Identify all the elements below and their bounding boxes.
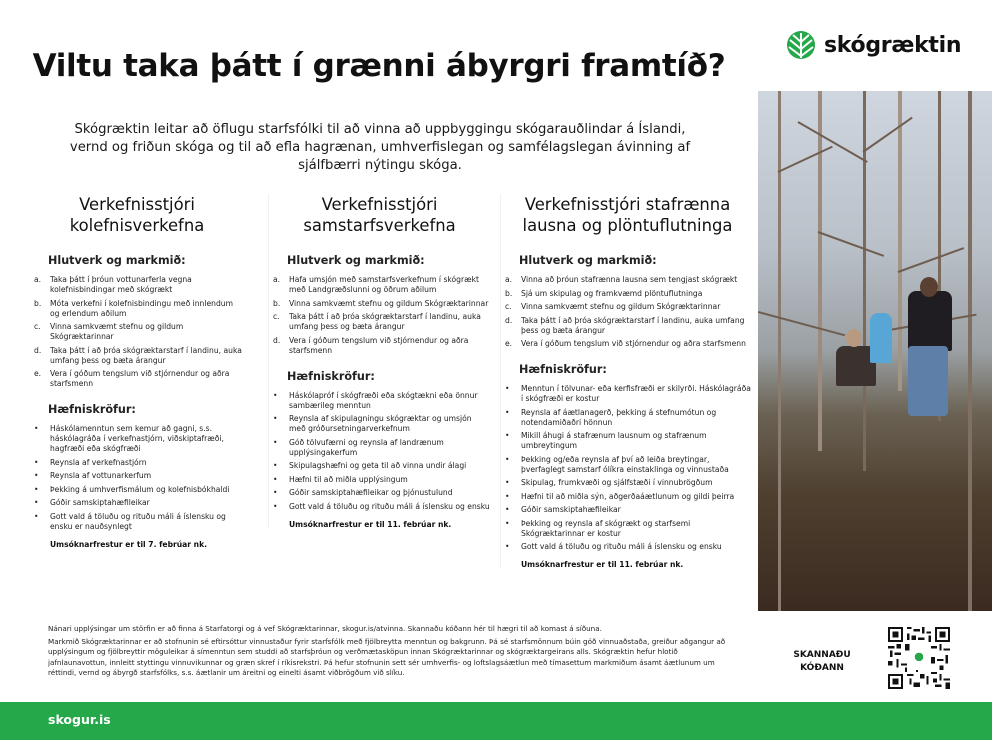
list-item [269, 312, 490, 332]
bullet-icon: • [273, 474, 278, 484]
list-text: Vera í góðum tengslum við stjórnendur og aðra starfsmenn [521, 339, 746, 348]
list-text: Hafa umsjón með samstarfsverkefnum í skógrækt með Landgræðslunni og öðrum aðilum [289, 275, 479, 294]
list-text: Reynsla af vottunarkerfum [50, 471, 152, 480]
bullet-icon: • [34, 498, 39, 507]
list-item [269, 502, 490, 512]
list-text: Taka þátt í að þróa skógræktarstarf í landinu, auka umfang þess og bæta árangur [50, 345, 242, 365]
roles-heading: Hlutverk og markmið: [287, 254, 425, 267]
list-text: Taka þátt í þróun vottunarferla vegna kolefnisbindingar með skógrækt [50, 275, 192, 294]
list-item [501, 302, 754, 312]
scan-label-line: KÓÐANN [800, 663, 844, 673]
list-item [30, 458, 244, 468]
bullet-icon: • [505, 505, 510, 514]
list-text: Menntun í tölvunar- eða kerfisfræði er skilyrði. Háskólagráða í skógfræði er kostur [521, 384, 751, 403]
list-item [30, 485, 244, 495]
forest-photo [758, 91, 992, 611]
list-item [30, 498, 244, 508]
qualifications-list [269, 391, 490, 512]
list-text: Hæfni til að miðla upplýsingum [289, 474, 408, 484]
job-title-line: Verkefnisstjóri [321, 195, 438, 214]
list-text: Hæfni til að miðla sýn, aðgerðaáætlunum og gildi þeirra [521, 491, 735, 501]
intro-paragraph: Skógræktin leitar að öflugu starfsfólki til að vinna að uppbyggingu skógarauðlindar á Íslandi, vernd og friðun skóga og til að efla hagrænan, umhverfislegan og samfélagslegan ávinning af sjálfbærri nýtingu skóga. [69, 122, 691, 173]
roles-heading: Hlutverk og markmið: [48, 254, 186, 267]
bullet-icon: • [505, 491, 510, 501]
list-item [30, 369, 244, 389]
roles-list [30, 275, 244, 389]
list-item [30, 471, 244, 481]
job-title [501, 194, 754, 236]
brand-name: skógræktin [824, 32, 962, 58]
qualifications-list [501, 384, 754, 552]
list-text: Vera í góðum tengslum við stjórnendur og aðra starfsmenn [289, 335, 469, 355]
list-marker: c. [273, 312, 280, 321]
bullet-icon: • [273, 390, 278, 400]
list-item [269, 414, 490, 434]
list-text: Góðir samskiptahæfileikar [521, 505, 621, 514]
list-marker: c. [34, 322, 41, 331]
bullet-icon: • [34, 457, 39, 467]
list-marker: d. [273, 335, 281, 345]
list-text: Góðir samskiptahæfileikar og þjónustulund [289, 488, 453, 497]
bullet-icon: • [505, 454, 510, 464]
list-item [30, 346, 244, 366]
bullet-icon: • [505, 478, 510, 487]
job-title-line: lausna og plöntuflutninga [522, 216, 733, 235]
application-deadline: Umsóknarfrestur er til 11. febrúar nk. [289, 519, 452, 529]
bullet-icon: • [505, 518, 510, 528]
roles-list [501, 275, 754, 349]
job-title [269, 194, 490, 236]
list-text: Vera í góðum tengslum við stjórnendur og aðra starfsmenn [50, 369, 230, 388]
list-text: Skipulagshæfni og geta til að vinna undir álagi [289, 461, 467, 470]
qualifications-list [30, 424, 244, 532]
bullet-icon: • [273, 488, 278, 497]
list-marker: e. [34, 369, 42, 378]
website-link[interactable]: skogur.is [48, 712, 111, 727]
list-text: Háskólapróf í skógfræði eða skógtækni eða önnur sambærileg menntun [289, 390, 478, 410]
job-column-digital [500, 194, 754, 569]
list-item [269, 438, 490, 458]
bullet-icon: • [34, 471, 39, 480]
list-item [269, 299, 490, 309]
bullet-icon: • [505, 542, 510, 551]
roles-list [269, 275, 490, 356]
list-marker: c. [505, 302, 512, 311]
list-text: Vinna samkvæmt stefnu og gildum Skógræktarinnar [289, 298, 489, 308]
list-text: Vinna samkvæmt stefnu og gildum Skógræktarinnar [521, 302, 721, 311]
job-column-partnership [268, 194, 490, 529]
list-text: Reynsla af skipulagningu skógræktar og umsjón með gróðursetningarverkefnum [289, 414, 472, 433]
list-text: Reynsla af áætlanagerð, þekking á stefnumótun og notendamiðaðri hönnun [521, 407, 717, 427]
bullet-icon: • [505, 407, 510, 417]
list-text: Vinna samkvæmt stefnu og gildum Skógræktarinnar [50, 322, 184, 341]
list-text: Vinna að þróun stafrænna lausna sem tengjast skógrækt [521, 275, 738, 284]
bullet-icon: • [34, 511, 39, 521]
list-text: Móta verkefni í kolefnisbindingu með innlendum og erlendum aðilum [50, 298, 233, 318]
list-item [501, 339, 754, 349]
job-title-line: Verkefnisstjóri [79, 195, 195, 214]
list-text: Góðir samskiptahæfileikar [50, 498, 150, 507]
list-text: Þekking og reynsla af skógrækt og starfsemi Skógræktarinnar er kostur [521, 518, 691, 538]
list-marker: d. [505, 315, 513, 325]
list-item [269, 391, 490, 411]
list-item [269, 461, 490, 471]
list-text: Háskólamenntun sem kemur að gagni, s.s. háskólagráða í verkefnastjórn, viðskiptafræði, hagfræði eða skógfræði [50, 424, 224, 453]
qualifications-heading: Hæfniskröfur: [48, 403, 136, 416]
headline: Viltu taka þátt í grænni ábyrgri framtíð? [32, 48, 726, 84]
bullet-icon: • [505, 384, 510, 393]
list-text: Þekking og/eða reynsla af því að leiða breytingar, þverfaglegt samstarf ólíkra einstaklinga og vinnustaða [521, 454, 729, 474]
list-marker: d. [34, 345, 42, 355]
list-item [501, 542, 754, 552]
list-item [501, 492, 754, 502]
list-marker: e. [505, 339, 513, 348]
list-item [501, 316, 754, 336]
list-item [501, 384, 754, 404]
list-marker: a. [34, 275, 42, 284]
list-text: Góð tölvufærni og reynsla af landrænum upplýsingakerfum [289, 437, 444, 457]
list-item [30, 512, 244, 532]
list-item [501, 519, 754, 539]
job-title-line: samstarfsverkefna [303, 216, 456, 235]
list-item [501, 408, 754, 428]
list-item [30, 424, 244, 454]
list-marker: b. [273, 298, 281, 308]
bullet-icon: • [505, 431, 510, 440]
qualifications-heading: Hæfniskröfur: [287, 369, 375, 383]
leaf-logo-icon [786, 30, 816, 60]
qualifications-heading: Hæfniskröfur: [519, 363, 607, 376]
list-text: Taka þátt í að þróa skógræktarstarf í landinu, auka umfang þess og bæta árangur [289, 312, 481, 331]
list-item [269, 275, 490, 295]
scan-label-line: SKANNAÐU [793, 650, 851, 660]
list-text: Gott vald á töluðu og rituðu máli á íslensku og ensku [521, 542, 722, 551]
list-item [501, 275, 754, 285]
job-title [30, 194, 244, 236]
bullet-icon: • [273, 414, 278, 423]
employer-statement: Markmið Skógræktarinnar er að stofnunin sé eftirsóttur vinnustaður fyrir starfsfólk með fjölbreytta menntun og bakgrunn. Þá sé starfsmönnum búin góð vinnuaðstaða, greiður aðgangur að upplýsingum og fjölbreyttir möguleikar á símenntun sem studdi að starfsþróun og verðmætasköpun innan Skógræktarinnar og skógræktargeirans alls. Skógræktin hefur hlotið jafnlaunavottun, innleitt styttingu vinnuvikunnar og græn skref í ríkisrekstri. Þá hefur stofnunin sett sér umhverfis- og loftslagsáætlun með tímasettum markmiðum ásamt áætlunum um réttindi, vernd og ábyrgð starfsfólks, s.s. áætlanir um áreitni og einelti ásamt viðbrögðum við slíku. [48, 637, 726, 677]
scan-section [758, 611, 992, 702]
list-text: Gott vald á töluðu og rituðu máli á íslensku og ensku er nauðsynlegt [50, 511, 226, 531]
more-info-text: Nánari upplýsingar um störfin er að finna á Starfatorgi og á vef Skógræktarinnar, skogur.is/atvinna. Skannaðu kóðann hér til hægri til að komast á síðuna. [48, 624, 602, 633]
list-marker: a. [505, 275, 513, 284]
footer-text [48, 624, 738, 678]
bullet-icon: • [273, 501, 278, 511]
list-item [501, 431, 754, 451]
list-marker: b. [34, 298, 42, 308]
bullet-icon: • [34, 424, 39, 433]
list-item [30, 299, 244, 319]
list-text: Skipulag, frumkvæði og sjálfstæði í vinnubrögðum [521, 478, 713, 487]
list-text: Gott vald á töluðu og rituðu máli á íslensku og ensku [289, 501, 490, 511]
list-item [501, 289, 754, 299]
list-item [501, 478, 754, 488]
job-column-carbon [30, 194, 244, 549]
roles-heading: Hlutverk og markmið: [519, 254, 657, 267]
list-text: Taka þátt í að þróa skógræktarstarf í landinu, auka umfang þess og bæta árangur [521, 315, 745, 335]
list-marker: b. [505, 288, 513, 298]
list-item [501, 455, 754, 475]
list-item [501, 505, 754, 515]
list-text: Sjá um skipulag og framkvæmd plöntuflutninga [521, 288, 703, 298]
application-deadline: Umsóknarfrestur er til 7. febrúar nk. [50, 539, 208, 549]
application-deadline: Umsóknarfrestur er til 11. febrúar nk. [521, 560, 684, 569]
job-title-line: kolefnisverkefna [69, 216, 205, 235]
list-item [30, 322, 244, 342]
list-marker: a. [273, 275, 281, 284]
right-panel [758, 0, 992, 702]
list-item [269, 475, 490, 485]
qr-code-icon[interactable] [888, 627, 950, 689]
list-item [269, 488, 490, 498]
scan-label [782, 649, 862, 675]
brand-logo [786, 30, 961, 60]
bullet-icon: • [34, 484, 39, 494]
list-item [269, 336, 490, 356]
list-item [30, 275, 244, 295]
list-text: Reynsla af verkefnastjórn [50, 457, 147, 467]
list-text: Mikill áhugi á stafrænum lausnum og stafrænum umbreytingum [521, 431, 707, 450]
bottom-bar [0, 702, 992, 740]
bullet-icon: • [273, 437, 278, 447]
list-text: Þekking á umhverfismálum og kolefnisbókhaldi [50, 484, 230, 494]
bullet-icon: • [273, 461, 278, 470]
job-title-line: Verkefnisstjóri stafrænna [524, 195, 731, 214]
